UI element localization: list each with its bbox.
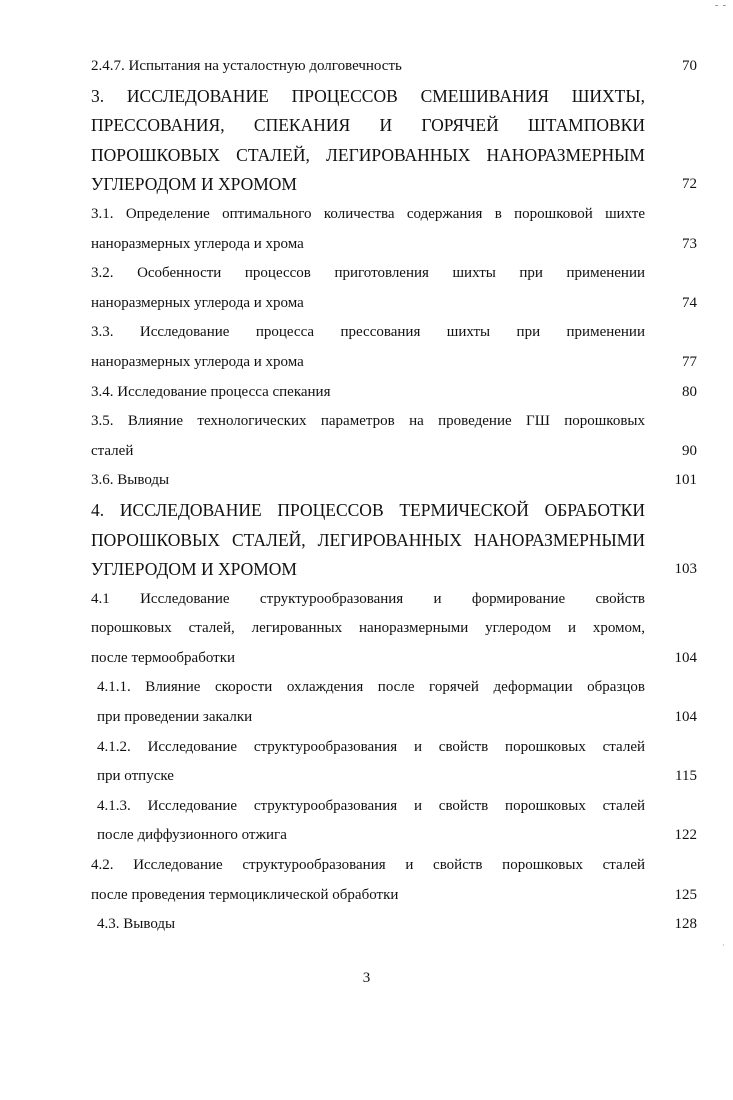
- corner-mark: - -: [714, 0, 727, 11]
- toc-entry-text-line: после проведения термоциклической обработки: [91, 886, 399, 903]
- toc-entry-text-line: 3.2. Особенности процессов приготовления шихты при применении: [91, 265, 645, 282]
- toc-entry-text-line: после термообработки: [91, 649, 236, 666]
- toc-entry-text-line: 3.5. Влияние технологических параметров на проведение ГШ порошковых: [91, 413, 645, 430]
- toc-entry-page-number: 70: [682, 58, 697, 74]
- toc-entry-page-number: 115: [675, 768, 697, 785]
- toc-entry-page-number: 103: [674, 561, 697, 578]
- toc-entry: [91, 466, 697, 496]
- toc-entry-page-number: 90: [682, 442, 697, 459]
- toc-entry-text-line: сталей: [91, 442, 134, 459]
- toc-entry-text-line: 4.1 Исследование структурообразования и формирование свойств: [91, 590, 645, 607]
- toc-entry-text-line: ПОРОШКОВЫХ СТАЛЕЙ, ЛЕГИРОВАННЫХ НАНОРАЗМЕРНЫМИ: [91, 529, 645, 550]
- toc-entry-text-line: наноразмерных углерода и хрома: [91, 235, 304, 252]
- toc-entry-text-line: наноразмерных углерода и хрома: [91, 294, 304, 311]
- toc-entry-text-line: 3.4. Исследование процесса спекания: [91, 383, 331, 400]
- toc-entry-page-number: 73: [682, 235, 697, 252]
- toc-entry: [91, 378, 697, 408]
- table-of-contents: [91, 52, 697, 940]
- toc-entry-page-number: 122: [674, 827, 697, 844]
- toc-entry-page-number: 104: [674, 649, 697, 666]
- scan-speck: ·: [722, 941, 725, 950]
- toc-entry-text-line: порошковых сталей, легированных наноразмерными углеродом и хромом,: [91, 620, 645, 637]
- toc-entry-text-line: наноразмерных углерода и хрома: [91, 353, 304, 370]
- toc-entry-page-number: 72: [682, 176, 697, 193]
- toc-entry-text-line: 4.1.2. Исследование структурообразования и свойств порошковых сталей: [97, 738, 645, 755]
- toc-entry-text-line: 2.4.7. Испытания на усталостную долговечность: [91, 58, 402, 74]
- toc-entry-text-line: при проведении закалки: [97, 709, 253, 726]
- toc-entry-page-number: 74: [682, 294, 697, 311]
- toc-entry-page-number: 101: [674, 472, 697, 489]
- toc-entry: [91, 851, 697, 910]
- toc-entry-page-number: 128: [674, 916, 697, 933]
- toc-entry-page-number: 77: [682, 353, 697, 370]
- toc-entry-text-line: 3. ИССЛЕДОВАНИЕ ПРОЦЕССОВ СМЕШИВАНИЯ ШИХТЫ,: [91, 85, 645, 106]
- toc-entry: [91, 585, 697, 674]
- toc-entry: [97, 733, 697, 792]
- toc-entry-text-line: 4. ИССЛЕДОВАНИЕ ПРОЦЕССОВ ТЕРМИЧЕСКОЙ ОБРАБОТКИ: [91, 499, 645, 520]
- toc-entry-text-line: 4.1.3. Исследование структурообразования и свойств порошковых сталей: [97, 797, 645, 814]
- toc-entry: [91, 52, 697, 82]
- toc-entry: [91, 318, 697, 377]
- toc-entry-text-line: 4.1.1. Влияние скорости охлаждения после горячей деформации образцов: [97, 679, 645, 696]
- toc-entry: [97, 673, 697, 732]
- toc-entry-text-line: ПОРОШКОВЫХ СТАЛЕЙ, ЛЕГИРОВАННЫХ НАНОРАЗМЕРНЫМ: [91, 144, 645, 165]
- toc-entry-text-line: 4.3. Выводы: [97, 916, 176, 933]
- page-number: 3: [362, 970, 371, 986]
- toc-entry-page-number: 104: [674, 709, 697, 726]
- toc-entry-text-line: ПРЕССОВАНИЯ, СПЕКАНИЯ И ГОРЯЧЕЙ ШТАМПОВКИ: [91, 115, 645, 136]
- toc-chapter-entry: [91, 496, 697, 585]
- toc-entry-text-line: 3.6. Выводы: [91, 472, 170, 489]
- toc-entry: [97, 910, 697, 940]
- toc-chapter-entry: [91, 82, 697, 200]
- toc-entry-text-line: 3.1. Определение оптимального количества содержания в порошковой шихте: [91, 205, 645, 222]
- toc-entry-text-line: УГЛЕРОДОМ И ХРОМОМ: [91, 559, 297, 580]
- toc-entry-text-line: УГЛЕРОДОМ И ХРОМОМ: [91, 174, 297, 195]
- toc-entry-text-line: при отпуске: [97, 768, 174, 785]
- toc-entry: [91, 407, 697, 466]
- toc-entry: [91, 200, 697, 259]
- toc-entry: [97, 792, 697, 851]
- toc-entry-page-number: 125: [674, 886, 697, 903]
- toc-entry: [91, 259, 697, 318]
- toc-entry-text-line: 4.2. Исследование структурообразования и свойств порошковых сталей: [91, 857, 645, 874]
- toc-entry-text-line: после диффузионного отжига: [97, 827, 287, 844]
- toc-entry-text-line: 3.3. Исследование процесса прессования шихты при применении: [91, 324, 645, 341]
- toc-entry-page-number: 80: [682, 383, 697, 400]
